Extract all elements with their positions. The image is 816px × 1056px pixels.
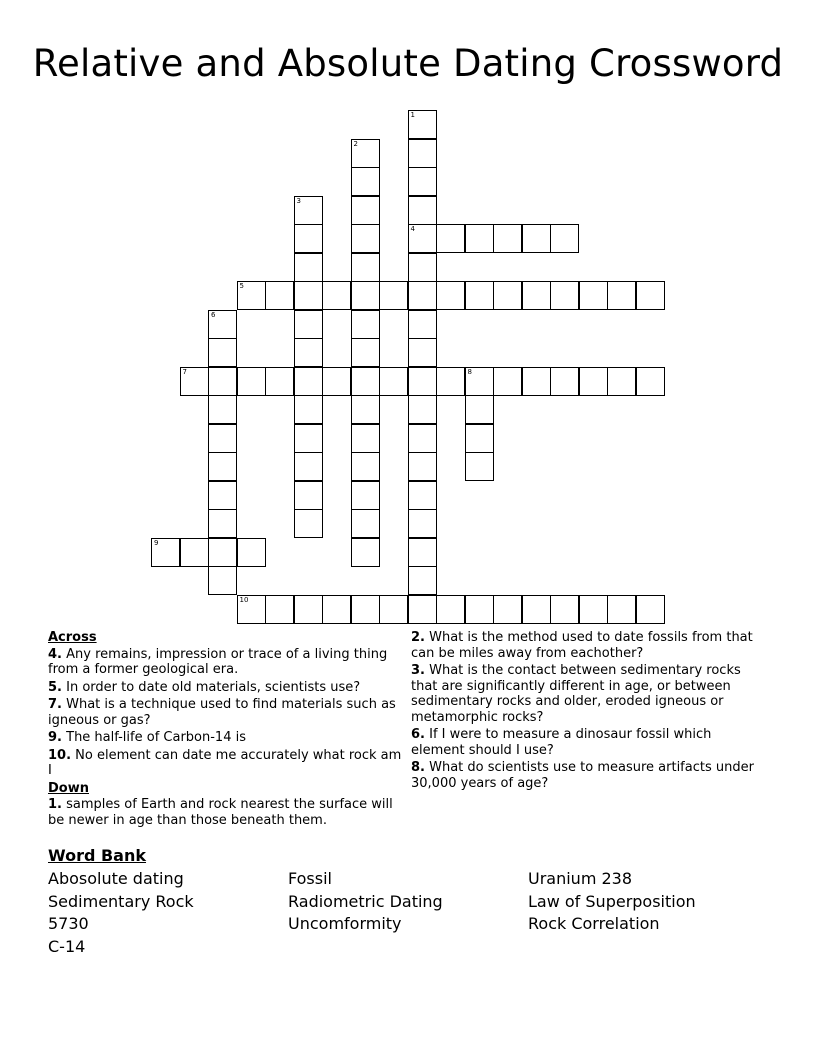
crossword-cell[interactable] [408,110,437,139]
crossword-cell[interactable] [408,481,437,510]
crossword-cell[interactable] [465,367,494,396]
crossword-cell[interactable] [294,224,323,253]
word-bank-item: Fossil [288,869,332,888]
crossword-cell[interactable] [607,281,636,310]
crossword-cell[interactable] [522,281,551,310]
crossword-cell[interactable] [208,395,237,424]
crossword-cell[interactable] [579,595,608,624]
crossword-cell[interactable] [237,367,266,396]
down-clue: 2. What is the method used to date fossils from that can be miles away from eachother? [411,630,753,661]
crossword-cell[interactable] [351,452,380,481]
crossword-cell[interactable] [436,595,465,624]
crossword-cell[interactable] [237,595,266,624]
clue-number: 8 [467,367,472,376]
crossword-cell[interactable] [493,224,522,253]
crossword-cell[interactable] [465,595,494,624]
down-heading: Down [48,780,89,796]
crossword-cell[interactable] [408,424,437,453]
crossword-cell[interactable] [408,310,437,339]
crossword-cell[interactable] [436,224,465,253]
crossword-cell[interactable] [265,367,294,396]
crossword-cell[interactable] [379,367,408,396]
crossword-cell[interactable] [465,281,494,310]
crossword-cell[interactable] [351,481,380,510]
crossword-cell[interactable] [408,196,437,225]
crossword-cell[interactable] [265,595,294,624]
crossword-cell[interactable] [550,281,579,310]
crossword-cell[interactable] [408,595,437,624]
crossword-cell[interactable] [294,281,323,310]
crossword-cell[interactable] [351,167,380,196]
crossword-cell[interactable] [208,538,237,567]
crossword-cell[interactable] [237,281,266,310]
crossword-cell[interactable] [180,538,209,567]
crossword-cell[interactable] [351,338,380,367]
clue-number: 7 [182,367,187,376]
crossword-cell[interactable] [351,395,380,424]
crossword-cell[interactable] [636,281,665,310]
crossword-cell[interactable] [322,595,351,624]
crossword-cell[interactable] [522,367,551,396]
crossword-cell[interactable] [379,595,408,624]
crossword-cell[interactable] [493,595,522,624]
crossword-cell[interactable] [579,367,608,396]
crossword-cell[interactable] [208,452,237,481]
crossword-cell[interactable] [351,424,380,453]
clue-number: 1 [410,111,415,119]
down-clue: 8. What do scientists use to measure artifacts under 30,000 years of age? [411,760,754,791]
crossword-cell[interactable] [294,481,323,510]
across-clue: 9. The half-life of Carbon-14 is [48,730,246,745]
clue-number: 5 [239,282,244,290]
word-bank-item: Uncomformity [288,914,402,933]
crossword-cell[interactable] [294,338,323,367]
crossword-cell[interactable] [493,281,522,310]
crossword-cell[interactable] [351,224,380,253]
clues-left-column [48,630,404,830]
word-bank-item: Radiometric Dating [288,891,443,911]
crossword-cell[interactable] [522,595,551,624]
crossword-cell[interactable] [408,566,437,595]
crossword-cell[interactable] [208,310,237,339]
word-bank-list [48,868,768,968]
crossword-cell[interactable] [322,281,351,310]
crossword-cell[interactable] [237,538,266,567]
crossword-cell[interactable] [408,253,437,282]
crossword-cell[interactable] [351,139,380,168]
crossword-cell[interactable] [294,395,323,424]
across-clue: 10. No element can date me accurately what rock am I [48,747,402,778]
crossword-cell[interactable] [351,367,380,396]
crossword-cell[interactable] [208,509,237,538]
crossword-cell[interactable] [351,595,380,624]
clue-number: 6 [211,310,216,319]
crossword-cell[interactable] [465,224,494,253]
clue-number: 2 [353,139,358,148]
crossword-cell[interactable] [265,281,294,310]
crossword-cell[interactable] [607,595,636,624]
crossword-cell[interactable] [294,424,323,453]
crossword-cell[interactable] [522,224,551,253]
across-clue: 7. What is a technique used to find materials such as igneous or gas? [48,697,396,728]
crossword-cell[interactable] [550,595,579,624]
across-clue: 4. Any remains, impression or trace of a living thing from a former geological era. [48,646,388,677]
crossword-cell[interactable] [550,224,579,253]
crossword-cell[interactable] [294,310,323,339]
word-bank-item: Abosolute dating [48,869,184,888]
crossword-cell[interactable] [180,367,209,396]
crossword-cell[interactable] [208,424,237,453]
crossword-cell[interactable] [351,281,380,310]
crossword-cell[interactable] [408,281,437,310]
crossword-cell[interactable] [294,509,323,538]
clue-number: 9 [154,538,159,547]
crossword-cell[interactable] [636,595,665,624]
crossword-cell[interactable] [408,139,437,168]
clue-number: 10 [239,595,249,604]
crossword-cell[interactable] [408,338,437,367]
crossword-cell[interactable] [208,481,237,510]
crossword-cell[interactable] [408,395,437,424]
crossword-cell[interactable] [351,538,380,567]
crossword-cell[interactable] [550,367,579,396]
crossword-cell[interactable] [208,338,237,367]
down-clue: 6. If I were to measure a dinosaur fossil which element should I use? [411,727,712,758]
crossword-cell[interactable] [351,310,380,339]
crossword-cell[interactable] [294,196,323,225]
word-bank-item: Rock Correlation [528,914,660,933]
crossword-cell[interactable] [408,509,437,538]
crossword-cell[interactable] [465,424,494,453]
word-bank-item: 5730 [48,914,89,933]
crossword-cell[interactable] [408,167,437,196]
crossword-cell[interactable] [208,367,237,396]
crossword-cell[interactable] [351,509,380,538]
crossword-cell[interactable] [294,595,323,624]
across-heading: Across [48,630,97,645]
crossword-cell[interactable] [351,253,380,282]
crossword-cell[interactable] [465,395,494,424]
page-title: Relative and Absolute Dating Crossword [32,42,784,85]
crossword-cell[interactable] [408,452,437,481]
crossword-cell[interactable] [493,367,522,396]
word-bank-heading: Word Bank [48,846,147,865]
crossword-cell[interactable] [408,367,437,396]
word-bank-item: C-14 [48,936,86,956]
across-clue: 5. In order to date old materials, scientists use? [48,679,361,695]
crossword-cell[interactable] [294,367,323,396]
crossword-cell[interactable] [465,452,494,481]
crossword-cell[interactable] [294,253,323,282]
crossword-cell[interactable] [379,281,408,310]
crossword-cell[interactable] [151,538,180,567]
crossword-cell[interactable] [436,281,465,310]
crossword-cell[interactable] [436,367,465,396]
word-bank-item: Law of Superposition [528,891,696,911]
crossword-cell[interactable] [408,224,437,253]
word-bank-item: Uranium 238 [528,869,633,888]
crossword-cell[interactable] [351,196,380,225]
clue-number: 4 [410,225,415,233]
word-bank [48,846,768,968]
down-clue: 3. What is the contact between sedimentary rocks that are significantly different in age, or between sedimentary rocks and older, eroded igneous or metamorphic rocks? [411,663,741,725]
crossword-cell[interactable] [408,538,437,567]
clue-number: 3 [296,196,301,205]
down-clue: 1. samples of Earth and rock nearest the surface will be newer in age than those beneath them. [48,797,393,828]
crossword-cell[interactable] [607,367,636,396]
word-bank-item: Sedimentary Rock [48,891,194,911]
crossword-cell[interactable] [294,452,323,481]
crossword-cell[interactable] [322,367,351,396]
crossword-cell[interactable] [579,281,608,310]
crossword-cell[interactable] [636,367,665,396]
crossword-cell[interactable] [208,566,237,595]
clues-right-column [411,630,756,793]
